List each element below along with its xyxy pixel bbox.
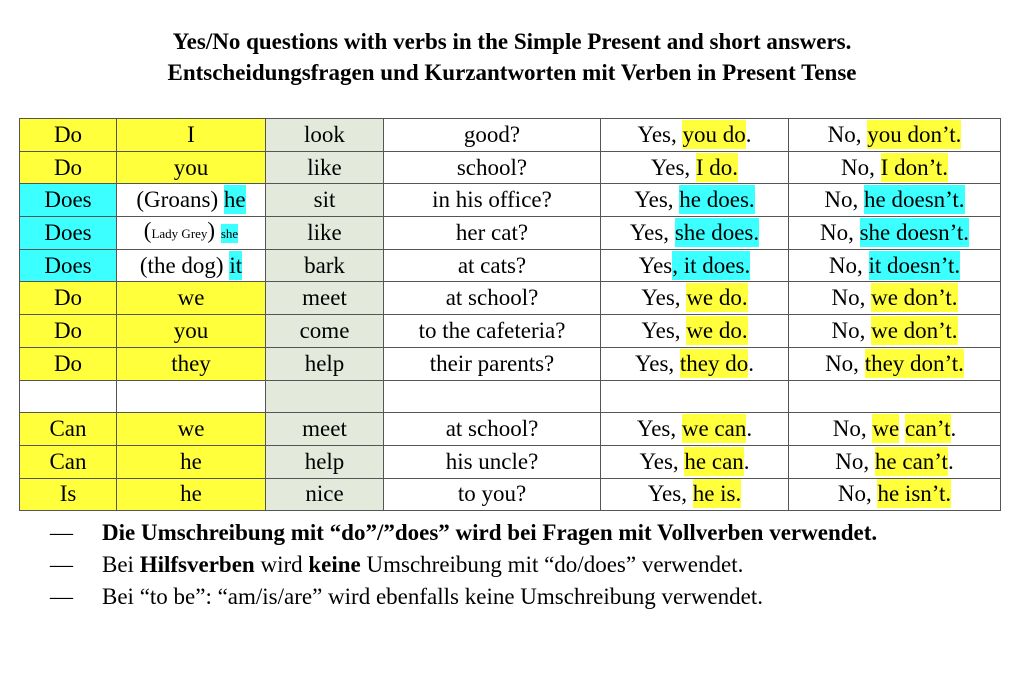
subject-segment: it: [229, 252, 243, 278]
object-cell: [384, 380, 601, 413]
auxiliary-cell: Can: [20, 445, 117, 478]
auxiliary-cell: Do: [20, 315, 117, 348]
no-segment: she doesn’t.: [859, 219, 970, 245]
yes-answer-cell: [601, 119, 789, 152]
verb-cell: look: [266, 119, 384, 152]
yes-segment: .: [745, 121, 752, 147]
yes-segment: Yes,: [650, 154, 696, 180]
object-cell: her cat?: [384, 217, 601, 250]
note-dash: —: [50, 520, 73, 545]
subject-cell: [117, 315, 266, 348]
subject-cell: [117, 119, 266, 152]
no-segment: No,: [831, 285, 872, 311]
auxiliary-cell: Do: [20, 347, 117, 380]
object-cell: to you?: [384, 478, 601, 511]
verb-cell: meet: [266, 282, 384, 315]
object-cell: at cats?: [384, 249, 601, 282]
object-cell: at school?: [384, 413, 601, 446]
no-segment: can’t: [904, 416, 951, 442]
yes-answer-cell: [601, 184, 789, 217]
verb-cell: [266, 380, 384, 413]
note-segment: Umschreibung mit “do/does” verwendet.: [360, 552, 744, 577]
verb-cell: like: [266, 151, 384, 184]
verb-cell: nice: [266, 478, 384, 511]
table-row: [20, 445, 1001, 478]
subject-cell: [117, 151, 266, 184]
yes-segment: we can: [681, 416, 747, 442]
auxiliary-cell: [20, 380, 117, 413]
subject-segment: (: [143, 218, 152, 244]
no-answer-cell: [789, 315, 1001, 348]
no-segment: they don’t.: [864, 350, 964, 376]
subject-segment: (the dog): [139, 252, 230, 278]
table-row: [20, 347, 1001, 380]
yes-segment: Yes,: [637, 121, 683, 147]
yes-segment: .: [743, 448, 750, 474]
yes-answer-cell: [601, 380, 789, 413]
note-segment: Hilfsverben: [139, 552, 255, 577]
verb-cell: bark: [266, 249, 384, 282]
note-text: [102, 517, 1000, 549]
auxiliary-cell: Can: [20, 413, 117, 446]
yes-answer-cell: [601, 315, 789, 348]
subject-cell: [117, 445, 266, 478]
no-segment: he doesn’t.: [864, 187, 965, 213]
note-segment: Bei: [102, 552, 140, 577]
no-answer-cell: [789, 445, 1001, 478]
yes-segment: we do.: [686, 317, 748, 343]
no-answer-cell: [789, 380, 1001, 413]
yes-answer-cell: [601, 445, 789, 478]
no-segment: No,: [819, 219, 860, 245]
yes-segment: he can: [684, 448, 744, 474]
note-segment: keine: [308, 552, 361, 577]
subject-cell: [117, 413, 266, 446]
note-dash: —: [50, 552, 73, 577]
object-cell: his uncle?: [384, 445, 601, 478]
table-row: [20, 380, 1001, 413]
note-item: [50, 581, 1000, 613]
no-segment: No,: [828, 252, 869, 278]
no-answer-cell: [789, 413, 1001, 446]
note-text: [102, 581, 1000, 613]
yes-segment: Yes,: [636, 416, 682, 442]
no-segment: he can’t: [874, 448, 948, 474]
subject-segment: (Groans): [136, 187, 224, 213]
no-segment: I don’t.: [880, 154, 948, 180]
no-segment: No,: [825, 350, 865, 376]
no-segment: No,: [832, 416, 873, 442]
yes-segment: , it does.: [672, 252, 751, 278]
yes-segment: Yes,: [629, 219, 675, 245]
no-segment: No,: [837, 481, 878, 507]
subject-segment: we: [177, 416, 205, 442]
yes-segment: you do: [682, 121, 746, 147]
auxiliary-cell: Do: [20, 282, 117, 315]
table-row: [20, 151, 1001, 184]
no-segment: we don’t.: [871, 317, 958, 343]
no-answer-cell: [789, 249, 1001, 282]
auxiliary-cell: Does: [20, 249, 117, 282]
table-row: [20, 282, 1001, 315]
grammar-notes: [50, 517, 1000, 613]
no-segment: he isn’t.: [877, 481, 952, 507]
no-answer-cell: [789, 282, 1001, 315]
table-row: [20, 119, 1001, 152]
yes-segment: Yes,: [641, 285, 687, 311]
yes-segment: she does.: [674, 219, 760, 245]
yes-segment: they do: [679, 350, 749, 376]
subject-segment: he: [180, 481, 202, 507]
auxiliary-cell: Is: [20, 478, 117, 511]
subject-segment: she: [220, 226, 239, 242]
no-answer-cell: [789, 478, 1001, 511]
yes-segment: Yes,: [647, 481, 693, 507]
yes-segment: Yes,: [639, 448, 685, 474]
no-segment: No,: [835, 448, 875, 474]
yes-segment: Yes,: [634, 350, 680, 376]
no-answer-cell: [789, 151, 1001, 184]
subject-segment: he: [223, 187, 246, 213]
yes-segment: he is.: [692, 481, 742, 507]
yes-segment: we do.: [686, 285, 748, 311]
question-table: [19, 118, 1001, 511]
yes-answer-cell: [601, 282, 789, 315]
no-segment: .: [947, 448, 954, 474]
subject-cell: [117, 282, 266, 315]
yes-segment: Yes: [638, 252, 673, 278]
note-segment: Die Umschreibung mit “do”/”does” wird bei Fragen mit Vollverben verwendet.: [102, 520, 878, 545]
yes-segment: he does.: [679, 187, 755, 213]
note-segment: wird: [254, 552, 309, 577]
subject-cell: [117, 347, 266, 380]
object-cell: to the cafeteria?: [384, 315, 601, 348]
verb-cell: sit: [266, 184, 384, 217]
table-row: [20, 217, 1001, 250]
yes-segment: Yes,: [641, 317, 687, 343]
auxiliary-cell: Do: [20, 151, 117, 184]
title-german: Entscheidungsfragen und Kurzantworten mit Verben in Present Tense: [167, 60, 857, 85]
verb-cell: come: [266, 315, 384, 348]
no-answer-cell: [789, 119, 1001, 152]
no-segment: we: [872, 416, 900, 442]
yes-segment: I do.: [695, 154, 739, 180]
verb-cell: meet: [266, 413, 384, 446]
subject-segment: we: [177, 285, 205, 311]
no-answer-cell: [789, 347, 1001, 380]
subject-cell: [117, 478, 266, 511]
verb-cell: help: [266, 445, 384, 478]
yes-answer-cell: [601, 151, 789, 184]
no-segment: we don’t.: [871, 285, 958, 311]
subject-segment: you: [173, 154, 209, 180]
subject-cell: [117, 184, 266, 217]
no-answer-cell: [789, 184, 1001, 217]
object-cell: school?: [384, 151, 601, 184]
no-answer-cell: [789, 217, 1001, 250]
object-cell: at school?: [384, 282, 601, 315]
table-row: [20, 184, 1001, 217]
table-body: [20, 119, 1001, 511]
note-text: [102, 549, 1000, 581]
yes-segment: .: [748, 350, 755, 376]
subject-cell: [117, 217, 266, 250]
subject-segment: they: [171, 350, 211, 376]
subject-segment: I: [187, 121, 195, 147]
title-english: Yes/No questions with verbs in the Simple Present and short answers.: [172, 29, 852, 54]
verb-cell: help: [266, 347, 384, 380]
no-segment: No,: [827, 121, 868, 147]
auxiliary-cell: Does: [20, 184, 117, 217]
note-item: [50, 549, 1000, 581]
yes-segment: .: [746, 416, 753, 442]
subject-segment: Lady Grey: [151, 226, 208, 242]
note-item: [50, 517, 1000, 549]
table-row: [20, 315, 1001, 348]
auxiliary-cell: Does: [20, 217, 117, 250]
yes-answer-cell: [601, 217, 789, 250]
no-segment: .: [950, 416, 957, 442]
yes-answer-cell: [601, 347, 789, 380]
table-row: [20, 413, 1001, 446]
yes-segment: Yes,: [634, 187, 680, 213]
auxiliary-cell: Do: [20, 119, 117, 152]
yes-answer-cell: [601, 249, 789, 282]
yes-answer-cell: [601, 478, 789, 511]
note-dash: —: [50, 584, 73, 609]
object-cell: their parents?: [384, 347, 601, 380]
note-segment: Bei “to be”: “am/is/are” wird ebenfalls keine Umschreibung verwendet.: [102, 584, 763, 609]
verb-cell: like: [266, 217, 384, 250]
no-segment: No,: [831, 317, 872, 343]
no-segment: No,: [824, 187, 865, 213]
no-segment: you don’t.: [867, 121, 962, 147]
subject-segment: ): [207, 218, 221, 244]
subject-segment: you: [173, 317, 209, 343]
object-cell: good?: [384, 119, 601, 152]
table-row: [20, 478, 1001, 511]
subject-segment: he: [180, 448, 202, 474]
no-segment: No,: [841, 154, 881, 180]
object-cell: in his office?: [384, 184, 601, 217]
table-row: [20, 249, 1001, 282]
subject-cell: [117, 249, 266, 282]
subject-cell: [117, 380, 266, 413]
no-segment: it doesn’t.: [868, 252, 961, 278]
yes-answer-cell: [601, 413, 789, 446]
